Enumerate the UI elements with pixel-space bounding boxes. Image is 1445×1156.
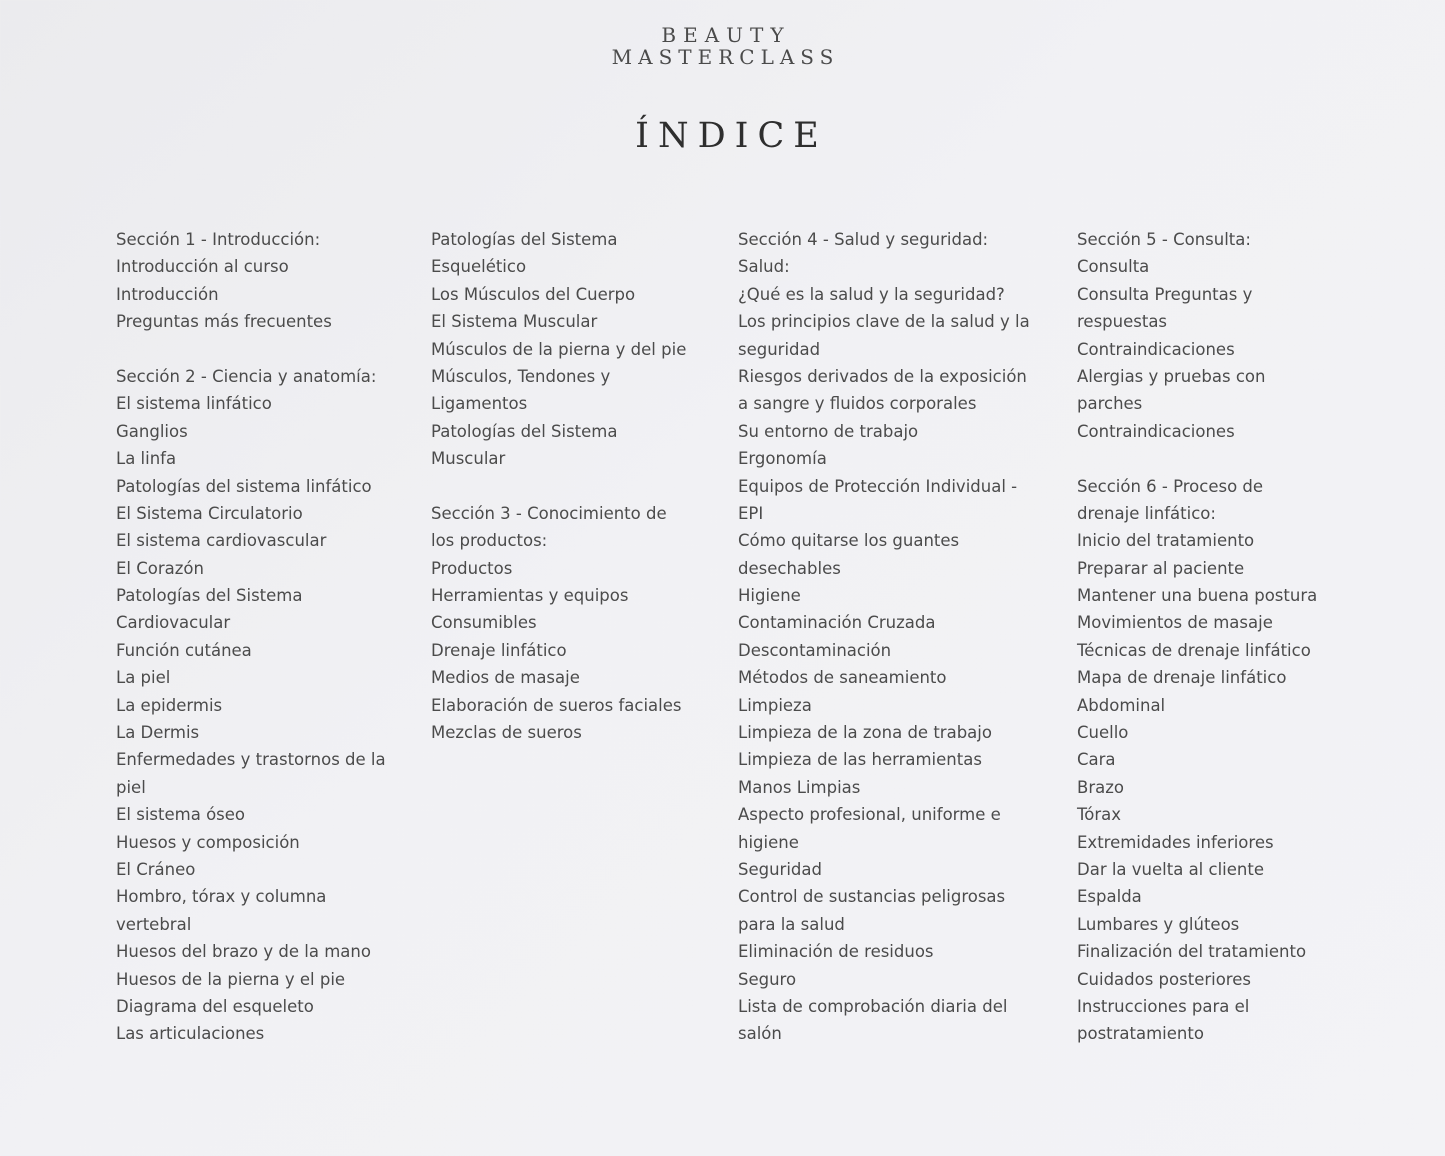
index-entry: desechables xyxy=(738,558,841,578)
index-entry: Patologías del Sistema xyxy=(431,230,618,249)
index-entry: Contraindicaciones xyxy=(1077,339,1235,359)
index-entry: Descontaminación xyxy=(738,640,892,660)
section-spacer xyxy=(116,336,386,363)
section-heading: Sección 4 - Salud y seguridad: xyxy=(738,230,989,249)
index-entry: Mapa de drenaje linfático xyxy=(1077,668,1287,688)
index-entry: Drenaje linfático xyxy=(431,640,567,660)
index-entry: Manos Limpias xyxy=(738,777,861,797)
index-entry: Patologías del Sistema xyxy=(431,421,618,441)
index-entry: salón xyxy=(738,1024,782,1044)
index-entry: Espalda xyxy=(1077,887,1142,907)
index-column-4 xyxy=(1077,226,1317,1048)
index-entry: Extremidades inferiores xyxy=(1077,832,1274,852)
index-entry: Equipos de Protección Individual - xyxy=(738,476,1018,496)
index-entry: La piel xyxy=(116,668,171,688)
index-entry: Limpieza xyxy=(738,695,812,715)
index-entry: Lista de comprobación diaria del xyxy=(738,996,1008,1016)
index-entry: Métodos de saneamiento xyxy=(738,668,947,688)
index-entry: El sistema óseo xyxy=(116,805,246,825)
index-entry: parches xyxy=(1077,394,1143,414)
index-entry: Movimientos de masaje xyxy=(1077,613,1273,633)
index-entry: Huesos y composición xyxy=(116,832,300,852)
index-entry: Ligamentos xyxy=(431,394,528,414)
index-entry: EPI xyxy=(738,503,764,523)
index-entry: Lumbares y glúteos xyxy=(1077,914,1240,934)
index-column-2 xyxy=(431,226,686,746)
index-entry: Mezclas de sueros xyxy=(431,723,582,743)
index-entry: Instrucciones para el xyxy=(1077,996,1250,1016)
index-entry: Tórax xyxy=(1077,805,1122,825)
section-spacer xyxy=(431,473,686,500)
index-entry: Cómo quitarse los guantes xyxy=(738,531,960,551)
index-entry: piel xyxy=(116,777,146,797)
index-entry: Muscular xyxy=(431,449,506,469)
index-entry: respuestas xyxy=(1077,312,1168,332)
index-entry: Músculos de la pierna y del pie xyxy=(431,339,687,359)
index-entry: El Cráneo xyxy=(116,859,196,879)
index-entry: Ergonomía xyxy=(738,449,827,469)
index-entry: higiene xyxy=(738,832,799,852)
index-entry: Salud: xyxy=(738,257,790,277)
index-entry: Hombro, tórax y columna xyxy=(116,887,327,907)
index-entry: los productos: xyxy=(431,531,548,551)
index-entry: Consulta Preguntas y xyxy=(1077,284,1253,304)
index-entry: Control de sustancias peligrosas xyxy=(738,887,1006,907)
index-entry: Inicio del tratamiento xyxy=(1077,531,1255,551)
index-entry: Diagrama del esqueleto xyxy=(116,996,314,1016)
index-entry: Eliminación de residuos xyxy=(738,942,934,962)
index-entry: Ganglios xyxy=(116,421,188,441)
index-entry: Contaminación Cruzada xyxy=(738,613,936,633)
index-entry: Limpieza de las herramientas xyxy=(738,750,982,770)
index-entry: Las articulaciones xyxy=(116,1024,265,1044)
index-entry: Función cutánea xyxy=(116,640,252,660)
index-entry: Alergias y pruebas con xyxy=(1077,366,1266,386)
section-spacer xyxy=(1077,445,1317,472)
index-entry: El Corazón xyxy=(116,558,204,578)
index-entry: Aspecto profesional, uniforme e xyxy=(738,805,1001,825)
index-entry: La Dermis xyxy=(116,723,200,743)
index-entry: Consulta xyxy=(1077,257,1150,277)
index-entry: Patologías del Sistema xyxy=(116,586,303,606)
index-entry: Su entorno de trabajo xyxy=(738,421,919,441)
index-column-3 xyxy=(738,226,1030,1048)
index-entry: El Sistema Circulatorio xyxy=(116,503,303,523)
index-entry: Contraindicaciones xyxy=(1077,421,1235,441)
index-entry: Huesos de la pierna y el pie xyxy=(116,969,346,989)
index-entry: Dar la vuelta al cliente xyxy=(1077,859,1264,879)
index-entry: Esquelético xyxy=(431,257,527,277)
index-entry: Brazo xyxy=(1077,777,1124,797)
brand-logo xyxy=(0,24,1445,68)
index-entry: Mantener una buena postura xyxy=(1077,586,1318,606)
section-heading: Sección 3 - Conocimiento de xyxy=(431,503,667,523)
index-entry: Cuidados posteriores xyxy=(1077,969,1251,989)
index-entry: Los principios clave de la salud y la xyxy=(738,312,1030,332)
index-entry: Medios de masaje xyxy=(431,668,580,688)
index-entry: Patologías del sistema linfático xyxy=(116,476,372,496)
index-entry: a sangre y fluidos corporales xyxy=(738,394,977,414)
index-column-1 xyxy=(116,226,386,1048)
index-entry: Preparar al paciente xyxy=(1077,558,1245,578)
index-entry: El sistema linfático xyxy=(116,394,272,414)
index-entry: seguridad xyxy=(738,339,821,359)
index-entry: para la salud xyxy=(738,914,845,934)
index-entry: Preguntas más frecuentes xyxy=(116,312,332,332)
index-entry: Abdominal xyxy=(1077,695,1166,715)
index-entry: El sistema cardiovascular xyxy=(116,531,327,551)
index-entry: Seguridad xyxy=(738,859,822,879)
index-entry: Herramientas y equipos xyxy=(431,586,629,606)
index-entry: Elaboración de sueros faciales xyxy=(431,695,682,715)
index-entry: El Sistema Muscular xyxy=(431,312,598,332)
brand-line-beauty: BEAUTY xyxy=(661,23,791,47)
section-heading: Sección 2 - Ciencia y anatomía: xyxy=(116,366,377,386)
index-entry: Los Músculos del Cuerpo xyxy=(431,284,636,304)
index-entry: Enfermedades y trastornos de la xyxy=(116,750,386,770)
index-entry: Higiene xyxy=(738,586,801,606)
index-entry: Productos xyxy=(431,558,513,578)
index-entry: Limpieza de la zona de trabajo xyxy=(738,723,992,743)
index-entry: ¿Qué es la salud y la seguridad? xyxy=(738,284,1005,304)
section-heading: Sección 6 - Proceso de xyxy=(1077,476,1264,496)
index-entry: vertebral xyxy=(116,914,192,934)
index-entry: Introducción al curso xyxy=(116,257,289,277)
index-entry: Consumibles xyxy=(431,613,537,633)
page-title: ÍNDICE xyxy=(635,116,828,156)
index-entry: Riesgos derivados de la exposición xyxy=(738,366,1027,386)
brand-line-masterclass: MASTERCLASS xyxy=(611,45,840,69)
index-entry: drenaje linfático: xyxy=(1077,503,1216,523)
index-entry: La linfa xyxy=(116,449,177,469)
index-entry: Introducción xyxy=(116,284,219,304)
index-entry: La epidermis xyxy=(116,695,223,715)
index-entry: Músculos, Tendones y xyxy=(431,366,611,386)
index-entry: Cara xyxy=(1077,750,1116,770)
index-entry: postratamiento xyxy=(1077,1024,1204,1044)
index-entry: Técnicas de drenaje linfático xyxy=(1077,640,1311,660)
index-entry: Seguro xyxy=(738,969,797,989)
section-heading: Sección 1 - Introducción: xyxy=(116,230,321,249)
index-entry: Finalización del tratamiento xyxy=(1077,942,1307,962)
index-entry: Huesos del brazo y de la mano xyxy=(116,942,371,962)
index-entry: Cardiovacular xyxy=(116,613,231,633)
index-entry: Cuello xyxy=(1077,723,1129,743)
section-heading: Sección 5 - Consulta: xyxy=(1077,230,1251,249)
